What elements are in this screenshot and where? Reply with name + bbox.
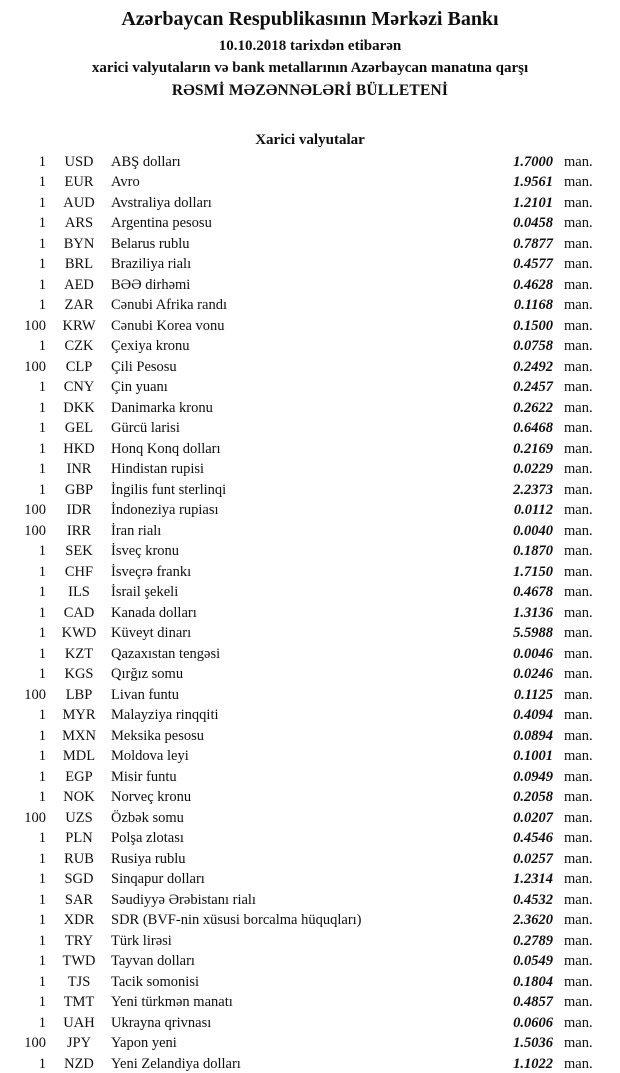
currency-name-cell: Danimarka kronu <box>111 399 213 416</box>
rate-row <box>0 993 604 1014</box>
quantity-cell: 1 <box>38 850 46 867</box>
unit-cell: man. <box>564 604 593 621</box>
rate-row <box>0 1013 604 1034</box>
unit-cell: man. <box>564 502 593 519</box>
rate-value-cell: 0.2492 <box>513 358 553 375</box>
rate-value-cell: 1.9561 <box>513 174 553 191</box>
currency-code-cell: USD <box>64 153 94 170</box>
currency-name-cell: Kanada dolları <box>111 604 197 621</box>
rate-row <box>0 747 604 768</box>
unit-cell: man. <box>564 707 593 724</box>
unit-cell: man. <box>564 461 593 478</box>
rate-row <box>0 152 604 173</box>
currency-code-cell: ZAR <box>64 297 94 314</box>
unit-cell: man. <box>564 481 593 498</box>
rate-row <box>0 665 604 686</box>
rate-value-cell: 2.2373 <box>513 481 553 498</box>
currency-name-cell: Moldova leyi <box>111 748 189 765</box>
unit-cell: man. <box>564 543 593 560</box>
rate-row <box>0 829 604 850</box>
quantity-cell: 1 <box>38 153 46 170</box>
unit-cell: man. <box>564 256 593 273</box>
quantity-cell: 1 <box>38 707 46 724</box>
bank-title: Azərbaycan Respublikasının Mərkəzi Bankı <box>121 8 499 30</box>
rate-value-cell: 1.5036 <box>513 1035 553 1052</box>
currency-name-cell: Malayziya rinqqiti <box>111 707 219 724</box>
currency-code-cell: INR <box>66 461 92 478</box>
currency-name-cell: Küveyt dinarı <box>111 625 192 642</box>
currency-code-cell: HKD <box>63 440 95 457</box>
currency-code-cell: NOK <box>63 789 95 806</box>
currency-code-cell: TWD <box>62 953 96 970</box>
currency-name-cell: Qazaxıstan tengəsi <box>111 645 221 662</box>
currency-code-cell: BRL <box>64 256 94 273</box>
rate-row <box>0 767 604 788</box>
currency-name-cell: Cənubi Afrika randı <box>111 297 227 314</box>
rate-value-cell: 1.2101 <box>513 194 553 211</box>
rate-value-cell: 1.2314 <box>513 871 553 888</box>
document-subtitle: xarici valyutaların və bank metallarının Azərbaycan manatına qarşı <box>91 60 529 76</box>
currency-name-cell: ABŞ dolları <box>111 153 181 170</box>
rate-value-cell: 0.4857 <box>513 994 553 1011</box>
rate-value-cell: 0.0207 <box>513 809 553 826</box>
rate-value-cell: 1.7150 <box>513 563 553 580</box>
currency-name-cell: BƏƏ dirhəmi <box>111 276 191 293</box>
quantity-cell: 1 <box>38 276 46 293</box>
rate-value-cell: 0.0112 <box>513 502 553 519</box>
rate-value-cell: 0.2457 <box>513 379 553 396</box>
rate-value-cell: 1.3136 <box>513 604 553 621</box>
rate-row <box>0 419 604 440</box>
rate-value-cell: 0.0046 <box>513 645 553 662</box>
currency-name-cell: Rusiya rublu <box>111 850 186 867</box>
quantity-cell: 1 <box>38 235 46 252</box>
currency-code-cell: NZD <box>64 1055 94 1072</box>
unit-cell: man. <box>564 727 593 744</box>
currency-code-cell: ILS <box>68 584 90 601</box>
currency-code-cell: IRR <box>66 522 92 539</box>
quantity-cell: 1 <box>38 256 46 273</box>
currency-name-cell: Çexiya kronu <box>111 338 190 355</box>
quantity-cell: 1 <box>38 912 46 929</box>
quantity-cell: 100 <box>24 1035 46 1052</box>
currency-code-cell: AUD <box>63 194 95 211</box>
currency-code-cell: TRY <box>64 932 94 949</box>
rate-row <box>0 214 604 235</box>
rate-value-cell: 0.4628 <box>513 276 553 293</box>
rate-row <box>0 603 604 624</box>
rate-value-cell: 1.1022 <box>513 1055 553 1072</box>
unit-cell: man. <box>564 174 593 191</box>
currency-code-cell: TMT <box>63 994 95 1011</box>
currency-name-cell: Tayvan dolları <box>111 953 195 970</box>
rate-value-cell: 0.0549 <box>513 953 553 970</box>
unit-cell: man. <box>564 830 593 847</box>
rate-row <box>0 931 604 952</box>
unit-cell: man. <box>564 153 593 170</box>
quantity-cell: 1 <box>38 789 46 806</box>
rate-row <box>0 685 604 706</box>
quantity-cell: 100 <box>24 358 46 375</box>
quantity-cell: 100 <box>24 686 46 703</box>
rate-row <box>0 316 604 337</box>
unit-cell: man. <box>564 1035 593 1052</box>
currency-name-cell: İran rialı <box>111 522 162 539</box>
quantity-cell: 1 <box>38 994 46 1011</box>
unit-cell: man. <box>564 420 593 437</box>
currency-code-cell: BYN <box>63 235 95 252</box>
currency-code-cell: IDR <box>66 502 92 519</box>
currency-name-cell: Özbək somu <box>111 809 184 826</box>
quantity-cell: 1 <box>38 1014 46 1031</box>
rate-value-cell: 0.4678 <box>513 584 553 601</box>
rate-row <box>0 296 604 317</box>
currency-name-cell: Cənubi Korea vonu <box>111 317 225 334</box>
currency-code-cell: ARS <box>64 215 94 232</box>
unit-cell: man. <box>564 973 593 990</box>
rate-value-cell: 0.2622 <box>513 399 553 416</box>
rate-row <box>0 193 604 214</box>
currency-code-cell: JPY <box>66 1035 92 1052</box>
rate-value-cell: 2.3620 <box>513 912 553 929</box>
quantity-cell: 1 <box>38 645 46 662</box>
quantity-cell: 1 <box>38 932 46 949</box>
rate-row <box>0 706 604 727</box>
currency-name-cell: Sinqapur dolları <box>111 871 205 888</box>
unit-cell: man. <box>564 338 593 355</box>
quantity-cell: 1 <box>38 871 46 888</box>
quantity-cell: 1 <box>38 584 46 601</box>
rate-value-cell: 0.1870 <box>513 543 553 560</box>
unit-cell: man. <box>564 317 593 334</box>
rate-row <box>0 972 604 993</box>
rate-value-cell: 0.0606 <box>513 1014 553 1031</box>
rate-row <box>0 521 604 542</box>
rate-value-cell: 0.0949 <box>513 768 553 785</box>
rate-value-cell: 0.4546 <box>513 830 553 847</box>
unit-cell: man. <box>564 809 593 826</box>
currency-name-cell: Ukrayna qrivnası <box>111 1014 212 1031</box>
effective-date-line: 10.10.2018 tarixdən etibarən <box>218 38 402 54</box>
rate-row <box>0 480 604 501</box>
currency-code-cell: UZS <box>65 809 93 826</box>
rate-value-cell: 0.1804 <box>513 973 553 990</box>
quantity-cell: 1 <box>38 461 46 478</box>
currency-name-cell: Yapon yeni <box>111 1035 177 1052</box>
quantity-cell: 1 <box>38 174 46 191</box>
rate-row <box>0 275 604 296</box>
quantity-cell: 100 <box>24 317 46 334</box>
currency-name-cell: Yeni Zelandiya dolları <box>111 1055 241 1072</box>
currency-name-cell: Braziliya rialı <box>111 256 192 273</box>
currency-name-cell: Livan funtu <box>111 686 180 703</box>
currency-name-cell: Belarus rublu <box>111 235 190 252</box>
rate-value-cell: 0.7877 <box>513 235 553 252</box>
rate-value-cell: 0.1168 <box>513 297 553 314</box>
unit-cell: man. <box>564 399 593 416</box>
rate-value-cell: 0.0758 <box>513 338 553 355</box>
unit-cell: man. <box>564 235 593 252</box>
currency-name-cell: Meksika pesosu <box>111 727 205 744</box>
currency-name-cell: Honq Konq dolları <box>111 440 221 457</box>
currency-code-cell: TJS <box>67 973 91 990</box>
section-title-foreign-currencies: Xarici valyutalar <box>255 132 365 148</box>
quantity-cell: 100 <box>24 502 46 519</box>
currency-name-cell: İngilis funt sterlinqi <box>111 481 227 498</box>
unit-cell: man. <box>564 912 593 929</box>
currency-name-cell: Çin yuanı <box>111 379 168 396</box>
rate-value-cell: 0.6468 <box>513 420 553 437</box>
rate-value-cell: 0.0246 <box>513 666 553 683</box>
rate-row <box>0 624 604 645</box>
rate-row <box>0 255 604 276</box>
currency-name-cell: Türk lirəsi <box>111 932 172 949</box>
rate-row <box>0 378 604 399</box>
rate-row <box>0 562 604 583</box>
currency-name-cell: İsveçrə frankı <box>111 563 192 580</box>
quantity-cell: 1 <box>38 891 46 908</box>
rate-value-cell: 0.4094 <box>513 707 553 724</box>
unit-cell: man. <box>564 666 593 683</box>
rate-row <box>0 583 604 604</box>
rate-row <box>0 460 604 481</box>
rate-row <box>0 1034 604 1055</box>
currency-code-cell: XDR <box>63 912 95 929</box>
currency-code-cell: UAH <box>63 1014 95 1031</box>
quantity-cell: 1 <box>38 215 46 232</box>
rate-row <box>0 1054 604 1073</box>
quantity-cell: 1 <box>38 625 46 642</box>
unit-cell: man. <box>564 932 593 949</box>
quantity-cell: 1 <box>38 768 46 785</box>
rate-row <box>0 337 604 358</box>
currency-code-cell: GBP <box>64 481 94 498</box>
currency-name-cell: Hindistan rupisi <box>111 461 205 478</box>
quantity-cell: 1 <box>38 338 46 355</box>
rate-row <box>0 911 604 932</box>
currency-name-cell: Yeni türkmən manatı <box>111 994 233 1011</box>
currency-code-cell: SEK <box>65 543 93 560</box>
unit-cell: man. <box>564 748 593 765</box>
document-header <box>0 0 620 102</box>
quantity-cell: 1 <box>38 563 46 580</box>
currency-code-cell: KRW <box>62 317 96 334</box>
rate-row <box>0 234 604 255</box>
rate-value-cell: 5.5988 <box>513 625 553 642</box>
bulletin-title: RƏSMİ MƏZƏNNƏLƏRİ BÜLLETENİ <box>171 82 449 99</box>
unit-cell: man. <box>564 1055 593 1072</box>
rate-row <box>0 501 604 522</box>
rate-row <box>0 439 604 460</box>
rate-value-cell: 0.2789 <box>513 932 553 949</box>
rate-value-cell: 0.2169 <box>513 440 553 457</box>
currency-code-cell: CAD <box>63 604 95 621</box>
quantity-cell: 1 <box>38 666 46 683</box>
currency-code-cell: PLN <box>65 830 93 847</box>
quantity-cell: 1 <box>38 543 46 560</box>
unit-cell: man. <box>564 297 593 314</box>
currency-code-cell: CZK <box>64 338 94 355</box>
unit-cell: man. <box>564 789 593 806</box>
rate-row <box>0 808 604 829</box>
currency-name-cell: Avro <box>111 174 140 191</box>
unit-cell: man. <box>564 215 593 232</box>
rate-value-cell: 0.2058 <box>513 789 553 806</box>
quantity-cell: 1 <box>38 379 46 396</box>
currency-name-cell: Səudiyyə Ərəbistanı rialı <box>111 891 256 908</box>
currency-name-cell: SDR (BVF-nin xüsusi borcalma hüquqları) <box>111 912 362 929</box>
currency-name-cell: İsveç kronu <box>111 543 180 560</box>
currency-code-cell: CLP <box>65 358 93 375</box>
quantity-cell: 1 <box>38 399 46 416</box>
currency-name-cell: İsrail şekeli <box>111 584 179 601</box>
quantity-cell: 1 <box>38 727 46 744</box>
currency-code-cell: CNY <box>63 379 95 396</box>
currency-code-cell: SAR <box>64 891 94 908</box>
currency-code-cell: MDL <box>62 748 96 765</box>
unit-cell: man. <box>564 891 593 908</box>
quantity-cell: 1 <box>38 748 46 765</box>
unit-cell: man. <box>564 850 593 867</box>
quantity-cell: 1 <box>38 420 46 437</box>
currency-name-cell: Misir funtu <box>111 768 177 785</box>
quantity-cell: 1 <box>38 953 46 970</box>
rate-value-cell: 0.0229 <box>513 461 553 478</box>
quantity-cell: 1 <box>38 194 46 211</box>
rate-row <box>0 173 604 194</box>
rate-row <box>0 398 604 419</box>
rate-value-cell: 0.4532 <box>513 891 553 908</box>
rates-table <box>0 152 620 1073</box>
unit-cell: man. <box>564 994 593 1011</box>
currency-name-cell: Qırğız somu <box>111 666 184 683</box>
unit-cell: man. <box>564 768 593 785</box>
unit-cell: man. <box>564 625 593 642</box>
rate-value-cell: 0.0040 <box>513 522 553 539</box>
rate-value-cell: 0.1125 <box>513 686 553 703</box>
currency-name-cell: Gürcü larisi <box>111 420 180 437</box>
rate-row <box>0 870 604 891</box>
quantity-cell: 1 <box>38 1055 46 1072</box>
quantity-cell: 1 <box>38 481 46 498</box>
rate-value-cell: 0.0458 <box>513 215 553 232</box>
currency-code-cell: DKK <box>63 399 95 416</box>
quantity-cell: 1 <box>38 830 46 847</box>
unit-cell: man. <box>564 276 593 293</box>
unit-cell: man. <box>564 645 593 662</box>
rate-value-cell: 0.0894 <box>513 727 553 744</box>
rate-row <box>0 788 604 809</box>
unit-cell: man. <box>564 686 593 703</box>
currency-code-cell: SGD <box>64 871 94 888</box>
rate-row <box>0 849 604 870</box>
currency-code-cell: CHF <box>64 563 94 580</box>
quantity-cell: 1 <box>38 297 46 314</box>
currency-name-cell: Çili Pesosu <box>111 358 177 375</box>
currency-code-cell: LBP <box>65 686 93 703</box>
rate-row <box>0 644 604 665</box>
unit-cell: man. <box>564 584 593 601</box>
rate-row <box>0 357 604 378</box>
quantity-cell: 1 <box>38 604 46 621</box>
currency-name-cell: Polşa zlotası <box>111 830 184 847</box>
currency-code-cell: MYR <box>62 707 96 724</box>
unit-cell: man. <box>564 563 593 580</box>
unit-cell: man. <box>564 953 593 970</box>
currency-code-cell: EUR <box>64 174 94 191</box>
currency-name-cell: Avstraliya dolları <box>111 194 212 211</box>
unit-cell: man. <box>564 440 593 457</box>
currency-code-cell: RUB <box>64 850 94 867</box>
rate-value-cell: 0.0257 <box>513 850 553 867</box>
currency-name-cell: Norveç kronu <box>111 789 192 806</box>
unit-cell: man. <box>564 194 593 211</box>
rate-value-cell: 0.4577 <box>513 256 553 273</box>
currency-code-cell: MXN <box>62 727 96 744</box>
rate-row <box>0 726 604 747</box>
unit-cell: man. <box>564 379 593 396</box>
quantity-cell: 100 <box>24 809 46 826</box>
currency-code-cell: KGS <box>64 666 94 683</box>
currency-code-cell: GEL <box>64 420 94 437</box>
currency-name-cell: Tacik somonisi <box>111 973 199 990</box>
quantity-cell: 1 <box>38 440 46 457</box>
quantity-cell: 100 <box>24 522 46 539</box>
rate-value-cell: 1.7000 <box>513 153 553 170</box>
unit-cell: man. <box>564 871 593 888</box>
rate-row <box>0 890 604 911</box>
unit-cell: man. <box>564 522 593 539</box>
rate-row <box>0 542 604 563</box>
currency-code-cell: KWD <box>61 625 97 642</box>
currency-code-cell: AED <box>64 276 94 293</box>
currency-name-cell: İndoneziya rupiası <box>111 502 219 519</box>
rate-value-cell: 0.1500 <box>513 317 553 334</box>
rate-row <box>0 952 604 973</box>
unit-cell: man. <box>564 1014 593 1031</box>
rate-value-cell: 0.1001 <box>513 748 553 765</box>
currency-name-cell: Argentina pesosu <box>111 215 212 232</box>
unit-cell: man. <box>564 358 593 375</box>
quantity-cell: 1 <box>38 973 46 990</box>
currency-code-cell: EGP <box>65 768 93 785</box>
currency-code-cell: KZT <box>64 645 94 662</box>
